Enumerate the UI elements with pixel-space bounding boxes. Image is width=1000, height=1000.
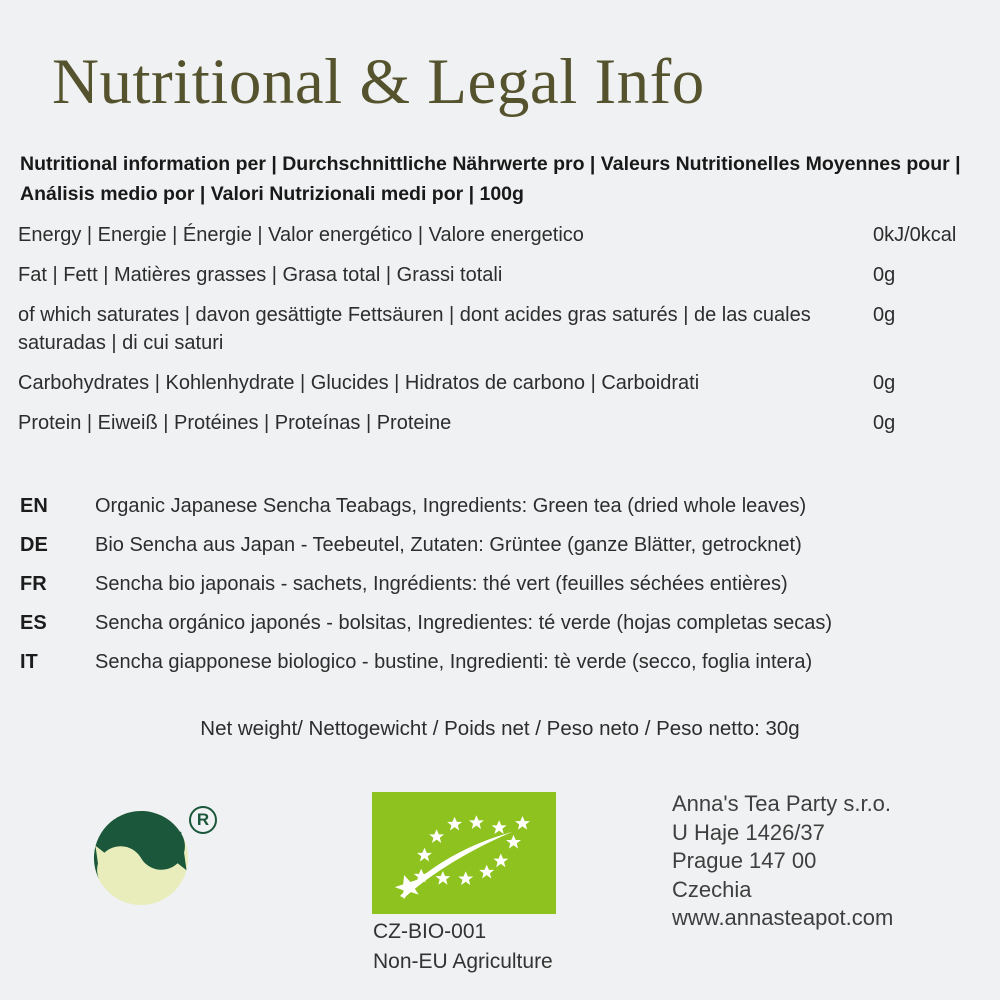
company-country: Czechia bbox=[672, 876, 752, 902]
language-code: DE bbox=[20, 534, 48, 556]
language-code: EN bbox=[20, 495, 48, 517]
ingredient-text: Organic Japanese Sencha Teabags, Ingredients: Green tea (dried whole leaves) bbox=[95, 495, 807, 517]
language-code: IT bbox=[20, 651, 38, 673]
ingredient-row-es bbox=[20, 609, 982, 637]
ingredient-text: Sencha bio japonais - sachets, Ingrédients: thé vert (feuilles séchées entières) bbox=[95, 573, 788, 595]
row-value: 0g bbox=[873, 304, 896, 326]
ingredient-text: Sencha orgánico japonés - bolsitas, Ingredientes: té verde (hojas completas secas) bbox=[95, 612, 833, 634]
ingredient-row-de bbox=[20, 531, 982, 559]
ingredient-row-en bbox=[20, 492, 982, 520]
row-label: Protein | Eiweiß | Protéines | Proteínas | Proteine bbox=[18, 412, 452, 434]
table-row-energy bbox=[18, 221, 982, 249]
row-label: Fat | Fett | Matières grasses | Grasa total | Grassi totali bbox=[18, 264, 503, 286]
nutrition-header: Nutritional information per | Durchschnittliche Nährwerte pro | Valeurs Nutritionelles Moyennes pour | Análisis medio por | Valori Nutrizionali medi por | 100g bbox=[20, 153, 961, 205]
eu-organic-leaf-icon bbox=[372, 792, 556, 914]
table-row-protein bbox=[18, 409, 982, 437]
ingredient-row-it bbox=[20, 648, 982, 676]
company-website: www.annasteapot.com bbox=[672, 905, 894, 930]
row-value: 0g bbox=[873, 412, 896, 434]
page-title: Nutritional & Legal Info bbox=[52, 46, 705, 118]
ingredient-text: Sencha giapponese biologico - bustine, Ingredienti: tè verde (secco, foglia intera) bbox=[95, 651, 813, 673]
row-value: 0kJ/0kcal bbox=[873, 224, 957, 246]
ingredient-text: Bio Sencha aus Japan - Teebeutel, Zutaten: Grüntee (ganze Blätter, getrocknet) bbox=[95, 534, 802, 556]
company-name: Anna's Tea Party s.r.o. bbox=[672, 791, 892, 816]
company-city: Prague 147 00 bbox=[672, 848, 817, 873]
row-value: 0g bbox=[873, 372, 896, 394]
table-row-saturates bbox=[18, 301, 982, 357]
eu-organic-code: CZ-BIO-001 bbox=[373, 920, 487, 943]
company-street: U Haje 1426/37 bbox=[672, 819, 825, 845]
company-address bbox=[672, 790, 893, 933]
row-label: Energy | Energie | Énergie | Valor energético | Valore energetico bbox=[18, 224, 584, 246]
registered-trademark-icon: R bbox=[189, 806, 217, 834]
row-label: Carbohydrates | Kohlenhydrate | Glucides | Hidratos de carbono | Carboidrati bbox=[18, 372, 700, 394]
table-row-fat bbox=[18, 261, 982, 289]
eu-organic-origin: Non-EU Agriculture bbox=[373, 950, 553, 973]
table-row-carbohydrates bbox=[18, 369, 982, 397]
language-code: ES bbox=[20, 612, 47, 634]
net-weight: Net weight/ Nettogewicht / Poids net / Peso neto / Peso netto: 30g bbox=[200, 717, 800, 740]
ingredient-row-fr bbox=[20, 570, 982, 598]
language-code: FR bbox=[20, 573, 47, 595]
row-value: 0g bbox=[873, 264, 896, 286]
row-label: of which saturates | davon gesättigte Fettsäuren | dont acides gras saturés | de las cuales saturadas | di cui saturi bbox=[18, 304, 811, 354]
nutrition-table bbox=[18, 221, 982, 449]
ingredients-list bbox=[20, 492, 982, 687]
green-dot-icon bbox=[92, 809, 190, 907]
